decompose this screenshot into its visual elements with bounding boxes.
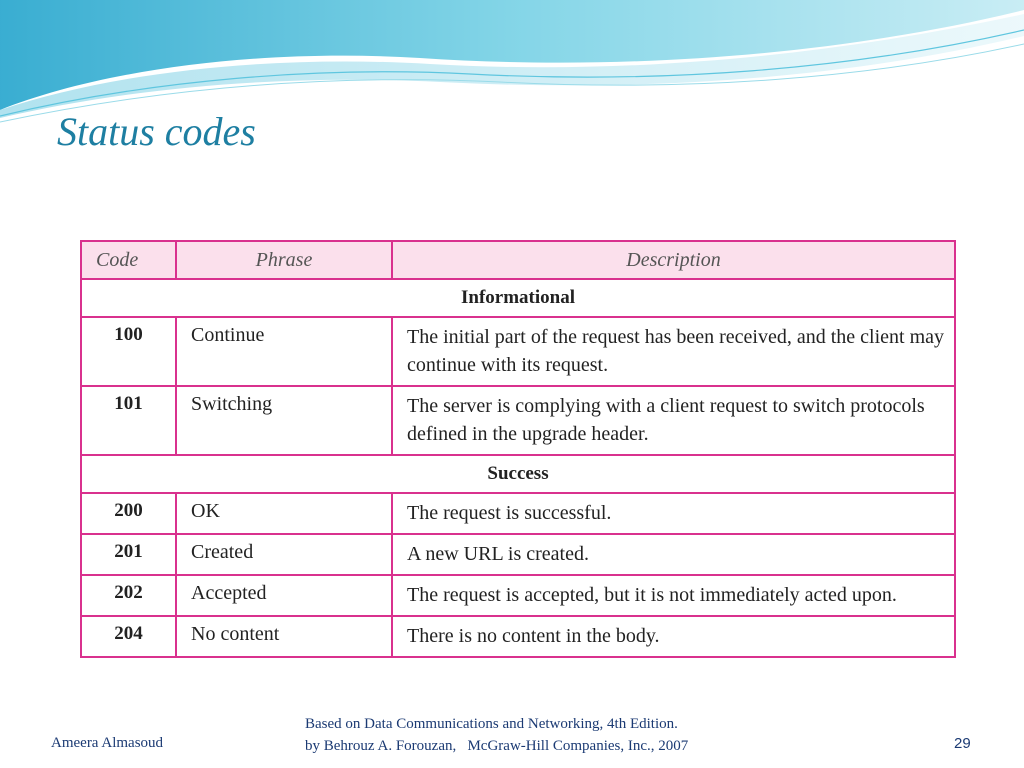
status-phrase: OK xyxy=(176,493,392,534)
status-code: 101 xyxy=(81,386,176,455)
header-code: Code xyxy=(81,241,176,279)
status-phrase: Created xyxy=(176,534,392,575)
status-code: 100 xyxy=(81,317,176,386)
table-header-row xyxy=(81,241,955,279)
footer-source-line2: by Behrouz A. Forouzan, McGraw-Hill Companies, Inc., 2007 xyxy=(305,738,689,754)
section-row-informational xyxy=(81,279,955,317)
status-phrase: No content xyxy=(176,616,392,657)
table-row xyxy=(81,386,955,455)
table-row xyxy=(81,534,955,575)
header-phrase: Phrase xyxy=(176,241,392,279)
section-label: Success xyxy=(81,455,955,493)
status-description: The server is complying with a client request to switch protocols defined in the upgrade header. xyxy=(392,386,955,455)
status-description: The request is successful. xyxy=(392,493,955,534)
header-description: Description xyxy=(392,241,955,279)
status-phrase: Continue xyxy=(176,317,392,386)
status-description: The initial part of the request has been received, and the client may continue with its request. xyxy=(392,317,955,386)
footer-author: Ameera Almasoud xyxy=(51,735,164,751)
status-code: 204 xyxy=(81,616,176,657)
status-description: A new URL is created. xyxy=(392,534,955,575)
table-row xyxy=(81,317,955,386)
status-phrase: Switching xyxy=(176,386,392,455)
footer-source xyxy=(305,713,688,757)
section-label: Informational xyxy=(81,279,955,317)
status-phrase: Accepted xyxy=(176,575,392,616)
table-row xyxy=(81,616,955,657)
table-row xyxy=(81,575,955,616)
table-row xyxy=(81,493,955,534)
status-code: 201 xyxy=(81,534,176,575)
status-code: 202 xyxy=(81,575,176,616)
footer-source-line1: Based on Data Communications and Networking, 4th Edition. xyxy=(305,716,678,732)
slide-title: Status codes xyxy=(57,109,256,154)
status-code: 200 xyxy=(81,493,176,534)
status-codes-table-container xyxy=(80,240,956,658)
status-codes-table xyxy=(80,240,956,658)
status-description: The request is accepted, but it is not immediately acted upon. xyxy=(392,575,955,616)
section-row-success xyxy=(81,455,955,493)
page-number: 29 xyxy=(954,735,971,752)
status-description: There is no content in the body. xyxy=(392,616,955,657)
